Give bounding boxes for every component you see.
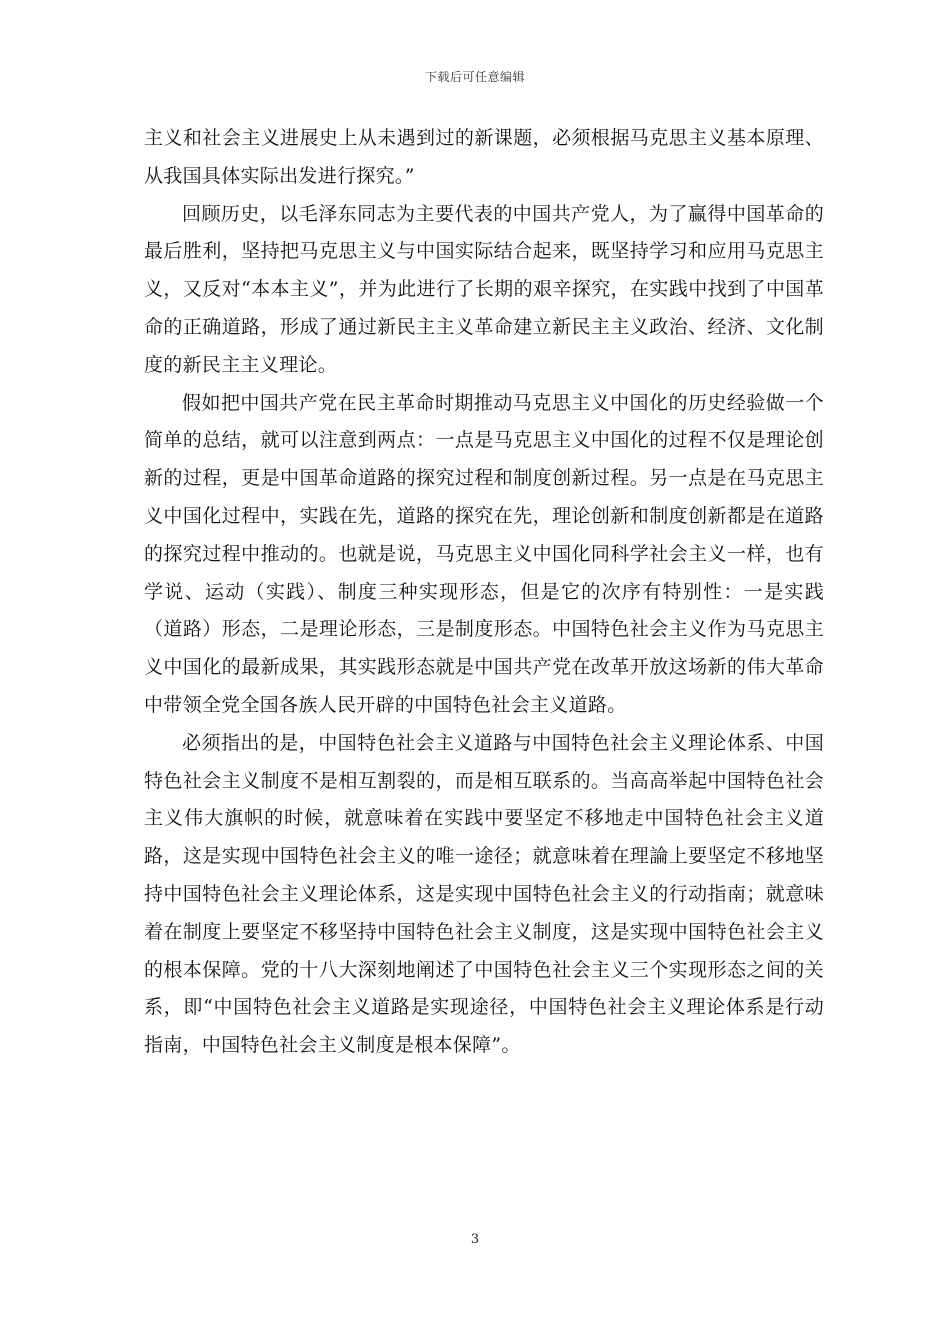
header-note: 下载后可任意编辑 [424, 70, 525, 84]
body-text [144, 120, 824, 1065]
paragraph-history-review: 回顾历史，以毛泽东同志为主要代表的中国共产党人，为了赢得中国革命的最后胜利，坚持把马克思主义与中国实际结合起来，既坚持学习和应用马克思主义，又反对“本本主义”，并为此进行了长期的艰辛探究，在实践中找到了中国革命的正确道路，形成了通过新民主主义革命建立新民主主义政治、经济、文化制度的新民主主义理论。 [144, 202, 824, 376]
paragraph-historical-experience: 假如把中国共产党在民主革命时期推动马克思主义中国化的历史经验做一个简单的总结，就可以注意到两点：一点是马克思主义中国化的过程不仅是理论创新的过程，更是中国革命道路的探究过程和制度创新过程。另一点是在马克思主义中国化过程中，实践在先，道路的探究在先，理论创新和制度创新都是在道路的探究过程中推动的。也就是说，马克思主义中国化同科学社会主义一样，也有学说、运动（实践）、制度三种实现形态，但是它的次序有特别性：一是实践（道路）形态，二是理论形态，三是制度形态。中国特色社会主义作为马克思主义中国化的最新成果，其实践形态就是中国共产党在改革开放这场新的伟大革命中带领全党全国各族人民开辟的中国特色社会主义道路。 [144, 391, 824, 716]
paragraph-three-forms: 必须指出的是，中国特色社会主义道路与中国特色社会主义理论体系、中国特色社会主义制度不是相互割裂的，而是相互联系的。当高高举起中国特色社会主义伟大旗帜的时候，就意味着在实践中要坚定不移地走中国特色社会主义道路，这是实现中国特色社会主义的唯一途径；就意味着在理論上要坚定不移地坚持中国特色社会主义理论体系，这是实现中国特色社会主义的行动指南；就意味着在制度上要坚定不移坚持中国特色社会主义制度，这是实现中国特色社会主义的根本保障。党的十八大深刻地阐述了中国特色社会主义三个实现形态之间的关系，即“中国特色社会主义道路是实现途径，中国特色社会主义理论体系是行动指南，中国特色社会主义制度是根本保障”。 [144, 731, 824, 1057]
paragraph-continuation: 主义和社会主义进展史上从未遇到过的新课题，必须根据马克思主义基本原理、从我国具体实际出发进行探究。” [144, 127, 824, 187]
page-number: 3 [470, 1232, 480, 1247]
